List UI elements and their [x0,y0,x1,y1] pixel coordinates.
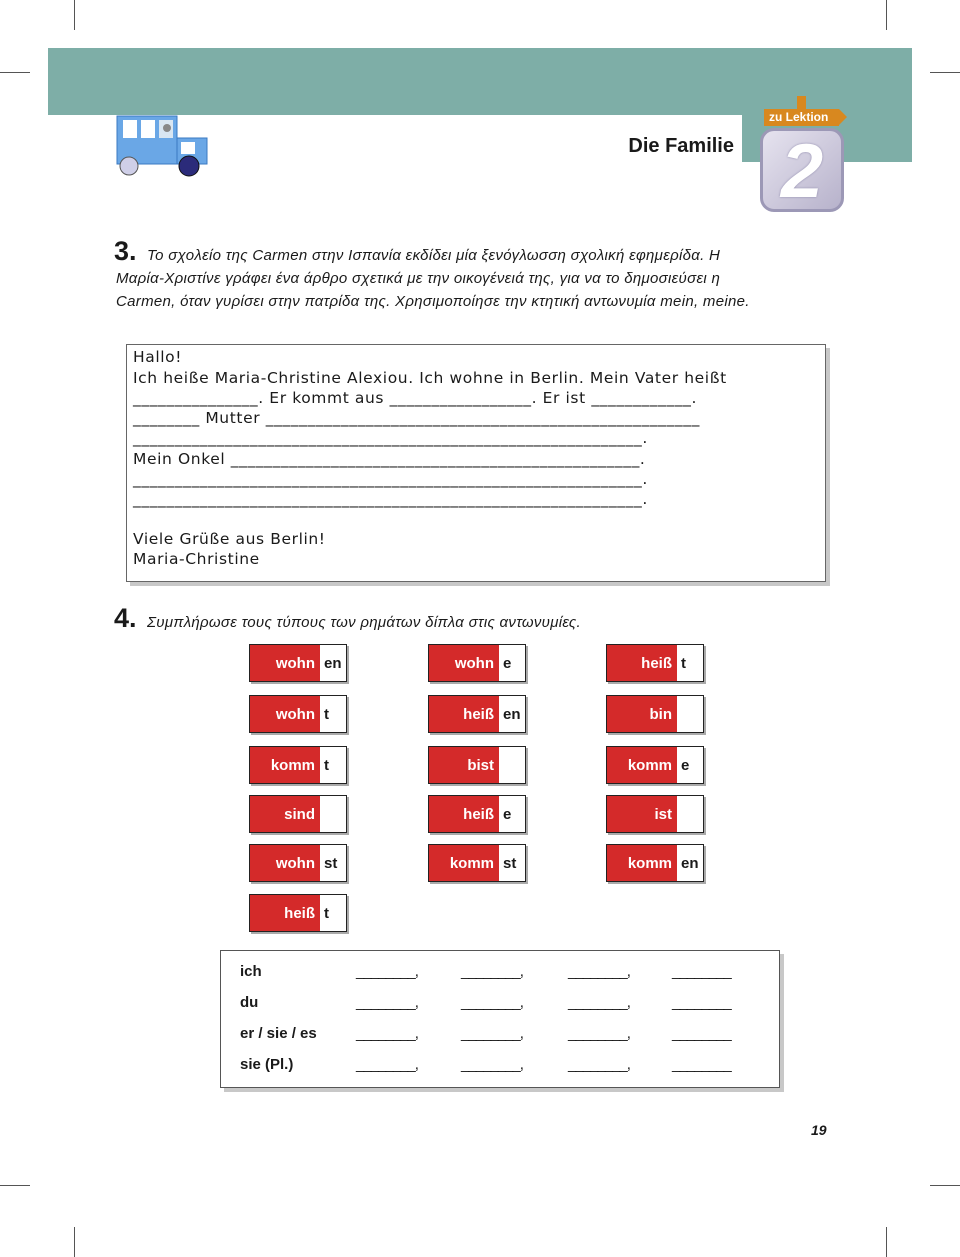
verb-ending: t [681,654,686,672]
answer-blank[interactable]: ________, [356,963,418,980]
answer-blank[interactable]: ________ [672,1056,731,1073]
verb-stem: wohn [250,845,320,881]
lektion-label: zu Lektion [764,109,839,126]
lektion-number: 2 [780,129,824,214]
answer-blank[interactable]: ________, [568,1025,630,1042]
letter-line[interactable]: Mein Onkel _________________________________________________. [133,450,646,468]
verb-ending [677,796,681,832]
verb-tile[interactable] [249,894,347,932]
verb-ending: en [503,705,521,723]
answer-blank[interactable]: ________ [672,994,731,1011]
verb-ending [677,696,681,732]
verb-ending: st [324,854,338,872]
answer-blank[interactable]: ________, [461,1025,523,1042]
verb-stem: komm [607,845,677,881]
verb-ending: e [503,654,512,672]
crop-mark [74,1227,75,1257]
crop-mark [930,72,960,73]
bus-icon [113,112,213,178]
verb-ending: en [324,654,342,672]
verb-stem: bist [429,747,499,783]
answer-blank[interactable]: ________, [356,1056,418,1073]
verb-stem: wohn [250,645,320,681]
page-number: 19 [811,1122,827,1138]
letter-line: Viele Grüße aus Berlin! [133,530,326,548]
exercise-3-instruction-line: Μαρία-Χριστίνε γράφει ένα άρθρο σχετικά με την οικογένειά της, για να το δημοσιεύσει η [116,270,721,287]
verb-ending: e [681,756,690,774]
exercise-3-instruction-line: Carmen, όταν γυρίσει στην πατρίδα της. Χρησιμοποίησε την κτητική αντωνυμία mein, meine. [116,293,750,310]
crop-mark [74,0,75,30]
crop-mark [0,1185,30,1186]
answer-blank[interactable]: ________, [568,1056,630,1073]
verb-stem: sind [250,796,320,832]
verb-tile[interactable] [249,795,347,833]
letter-line[interactable]: _____________________________________________________________. [133,429,648,447]
verb-stem: heiß [429,696,499,732]
verb-ending: en [681,854,699,872]
verb-ending: e [503,805,512,823]
exercise-4-number: 4. [114,603,137,633]
verb-tile[interactable] [606,795,704,833]
answer-blank[interactable]: ________, [356,1025,418,1042]
crop-mark [930,1185,960,1186]
letter-line[interactable]: _____________________________________________________________. [133,490,648,508]
verb-tile[interactable] [606,746,704,784]
verb-stem: komm [607,747,677,783]
verb-stem: heiß [429,796,499,832]
answer-blank[interactable]: ________, [461,994,523,1011]
lektion-tab-stem [797,96,806,110]
verb-tile[interactable] [606,695,704,733]
verb-ending: t [324,705,329,723]
page-title: Die Familie [628,135,734,157]
lektion-badge [760,128,844,212]
letter-line: Hallo! [133,348,183,366]
verb-stem: wohn [250,696,320,732]
verb-tile[interactable] [249,844,347,882]
verb-stem: wohn [429,645,499,681]
pronoun-label: du [240,994,259,1011]
verb-ending: t [324,756,329,774]
answer-blank[interactable]: ________, [461,1056,523,1073]
pronoun-label: ich [240,963,262,980]
verb-tile[interactable] [606,644,704,682]
answer-blank[interactable]: ________, [461,963,523,980]
verb-stem: heiß [607,645,677,681]
crop-mark [886,1227,887,1257]
exercise-4-instruction: Συμπλήρωσε τους τύπους των ρημάτων δίπλα στις αντωνυμίες. [147,614,581,631]
verb-stem: komm [429,845,499,881]
answer-blank[interactable]: ________, [568,994,630,1011]
letter-line[interactable]: _______________. Er kommt aus _________________. Er ist ____________. [133,389,698,407]
verb-tile[interactable] [428,844,526,882]
letter-line: Ich heiße Maria-Christine Alexiou. Ich wohne in Berlin. Mein Vater heißt [133,369,727,387]
verb-tile[interactable] [249,695,347,733]
verb-tile[interactable] [249,644,347,682]
pronoun-label: er / sie / es [240,1025,317,1042]
answer-blank[interactable]: ________ [672,963,731,980]
verb-tile[interactable] [428,644,526,682]
verb-stem: ist [607,796,677,832]
answer-blank[interactable]: ________ [672,1025,731,1042]
verb-tile[interactable] [606,844,704,882]
verb-tile[interactable] [428,795,526,833]
pronoun-label: sie (Pl.) [240,1056,294,1073]
crop-mark [886,0,887,30]
verb-ending [320,796,324,832]
exercise-3-number: 3. [114,236,137,266]
verb-ending: st [503,854,517,872]
verb-tile[interactable] [428,695,526,733]
verb-stem: heiß [250,895,320,931]
letter-line[interactable]: _____________________________________________________________. [133,470,648,488]
verb-ending: t [324,904,329,922]
letter-line[interactable]: ________ Mutter ____________________________________________________ [133,409,700,427]
verb-stem: bin [607,696,677,732]
verb-stem: komm [250,747,320,783]
crop-mark [0,72,30,73]
letter-line: Maria-Christine [133,550,260,568]
verb-tile[interactable] [249,746,347,784]
verb-tile[interactable] [428,746,526,784]
answer-blank[interactable]: ________, [356,994,418,1011]
answer-blank[interactable]: ________, [568,963,630,980]
exercise-3-instruction-line: Το σχολείο της Carmen στην Ισπανία εκδίδει μία ξενόγλωσση σχολική εφημερίδα. Η [147,247,721,264]
verb-ending [499,747,503,783]
